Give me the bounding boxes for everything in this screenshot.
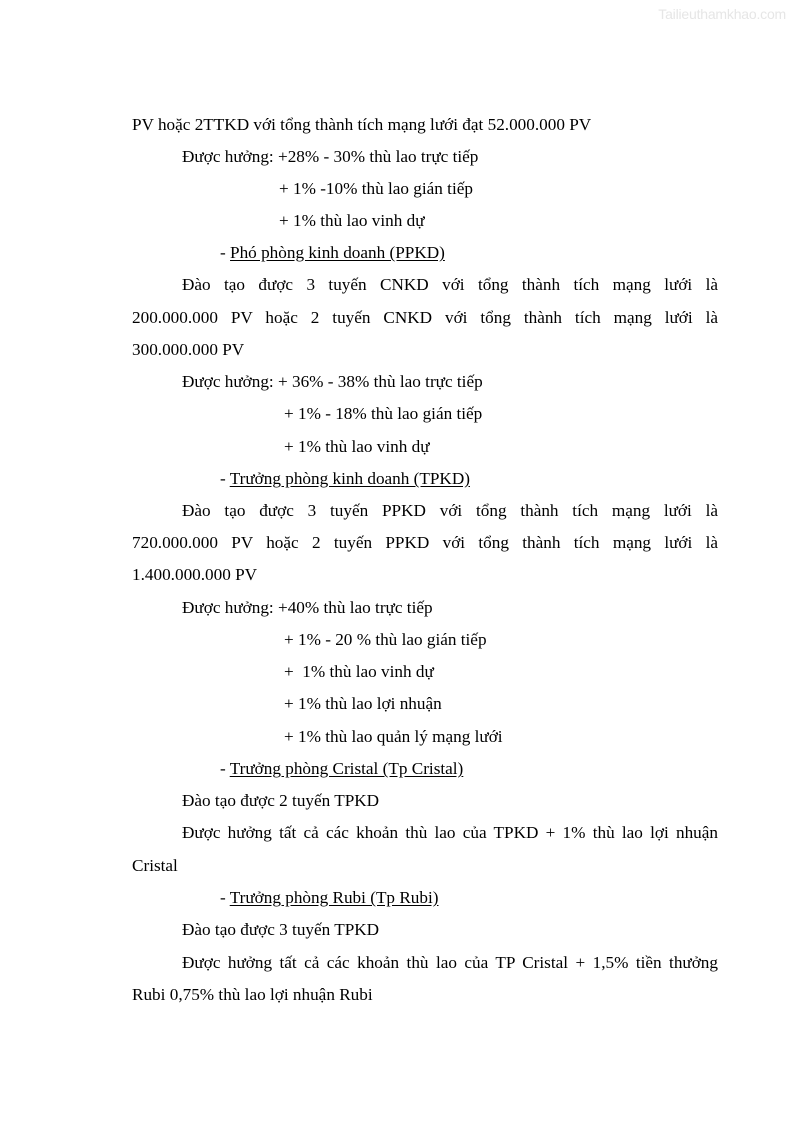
paragraph-line: PV hoặc 2TTKD với tổng thành tích mạng lưới đạt 52.000.000 PV xyxy=(132,115,592,134)
watermark-text: Tailieuthamkhao.com xyxy=(658,6,786,22)
heading-title: Phó phòng kinh doanh (PPKD) xyxy=(230,243,445,262)
section-heading-tpkd xyxy=(220,468,470,490)
benefit-line: + 1% thù lao vinh dự xyxy=(284,662,434,681)
heading-dash: - xyxy=(220,888,230,907)
paragraph-line: Đào tạo được 3 tuyến CNKD với tổng thành tích mạng lưới là xyxy=(182,275,718,294)
paragraph-line: Rubi 0,75% thù lao lợi nhuận Rubi xyxy=(132,985,373,1004)
paragraph-line: 300.000.000 PV xyxy=(132,340,245,359)
heading-title: Trưởng phòng Rubi (Tp Rubi) xyxy=(229,888,439,907)
benefit-line: + 1% thù lao quản lý mạng lưới xyxy=(284,727,503,746)
heading-dash: - xyxy=(220,243,231,262)
paragraph-line: 720.000.000 PV hoặc 2 tuyến PPKD với tổng thành tích mạng lưới là xyxy=(132,533,718,552)
heading-dash: - xyxy=(220,469,230,488)
paragraph-line: 1.400.000.000 PV xyxy=(132,565,258,584)
paragraph-line: Cristal xyxy=(132,856,178,875)
paragraph-line: Đào tạo được 3 tuyến TPKD xyxy=(182,920,380,939)
section-heading-rubi xyxy=(220,887,438,909)
heading-title: Trưởng phòng kinh doanh (TPKD) xyxy=(229,469,470,488)
benefit-line: + 1% - 18% thù lao gián tiếp xyxy=(284,404,483,423)
benefit-line: Được hưởng: +28% - 30% thù lao trực tiếp xyxy=(182,147,479,166)
paragraph-line: Đào tạo được 3 tuyến PPKD với tổng thành tích mạng lưới là xyxy=(182,501,718,520)
benefit-line: Được hưởng: + 36% - 38% thù lao trực tiếp xyxy=(182,372,483,391)
paragraph-line: Đào tạo được 2 tuyến TPKD xyxy=(182,791,380,810)
paragraph-line: 200.000.000 PV hoặc 2 tuyến CNKD với tổng thành tích mạng lưới là xyxy=(132,308,718,327)
paragraph-line: Được hưởng tất cả các khoản thù lao của TPKD + 1% thù lao lợi nhuận xyxy=(182,823,718,842)
heading-dash: - xyxy=(220,759,230,778)
benefit-line: + 1% - 20 % thù lao gián tiếp xyxy=(284,630,487,649)
section-heading-ppkd xyxy=(220,242,445,264)
section-heading-cristal xyxy=(220,758,463,780)
heading-title: Trưởng phòng Cristal (Tp Cristal) xyxy=(229,759,464,778)
benefit-line: Được hưởng: +40% thù lao trực tiếp xyxy=(182,598,433,617)
benefit-line: + 1% thù lao vinh dự xyxy=(284,437,430,456)
benefit-line: + 1% thù lao lợi nhuận xyxy=(284,694,442,713)
benefit-line: + 1% -10% thù lao gián tiếp xyxy=(279,179,473,198)
paragraph-line: Được hưởng tất cả các khoản thù lao của TP Cristal + 1,5% tiền thưởng xyxy=(182,953,718,972)
benefit-line: + 1% thù lao vinh dự xyxy=(279,211,425,230)
